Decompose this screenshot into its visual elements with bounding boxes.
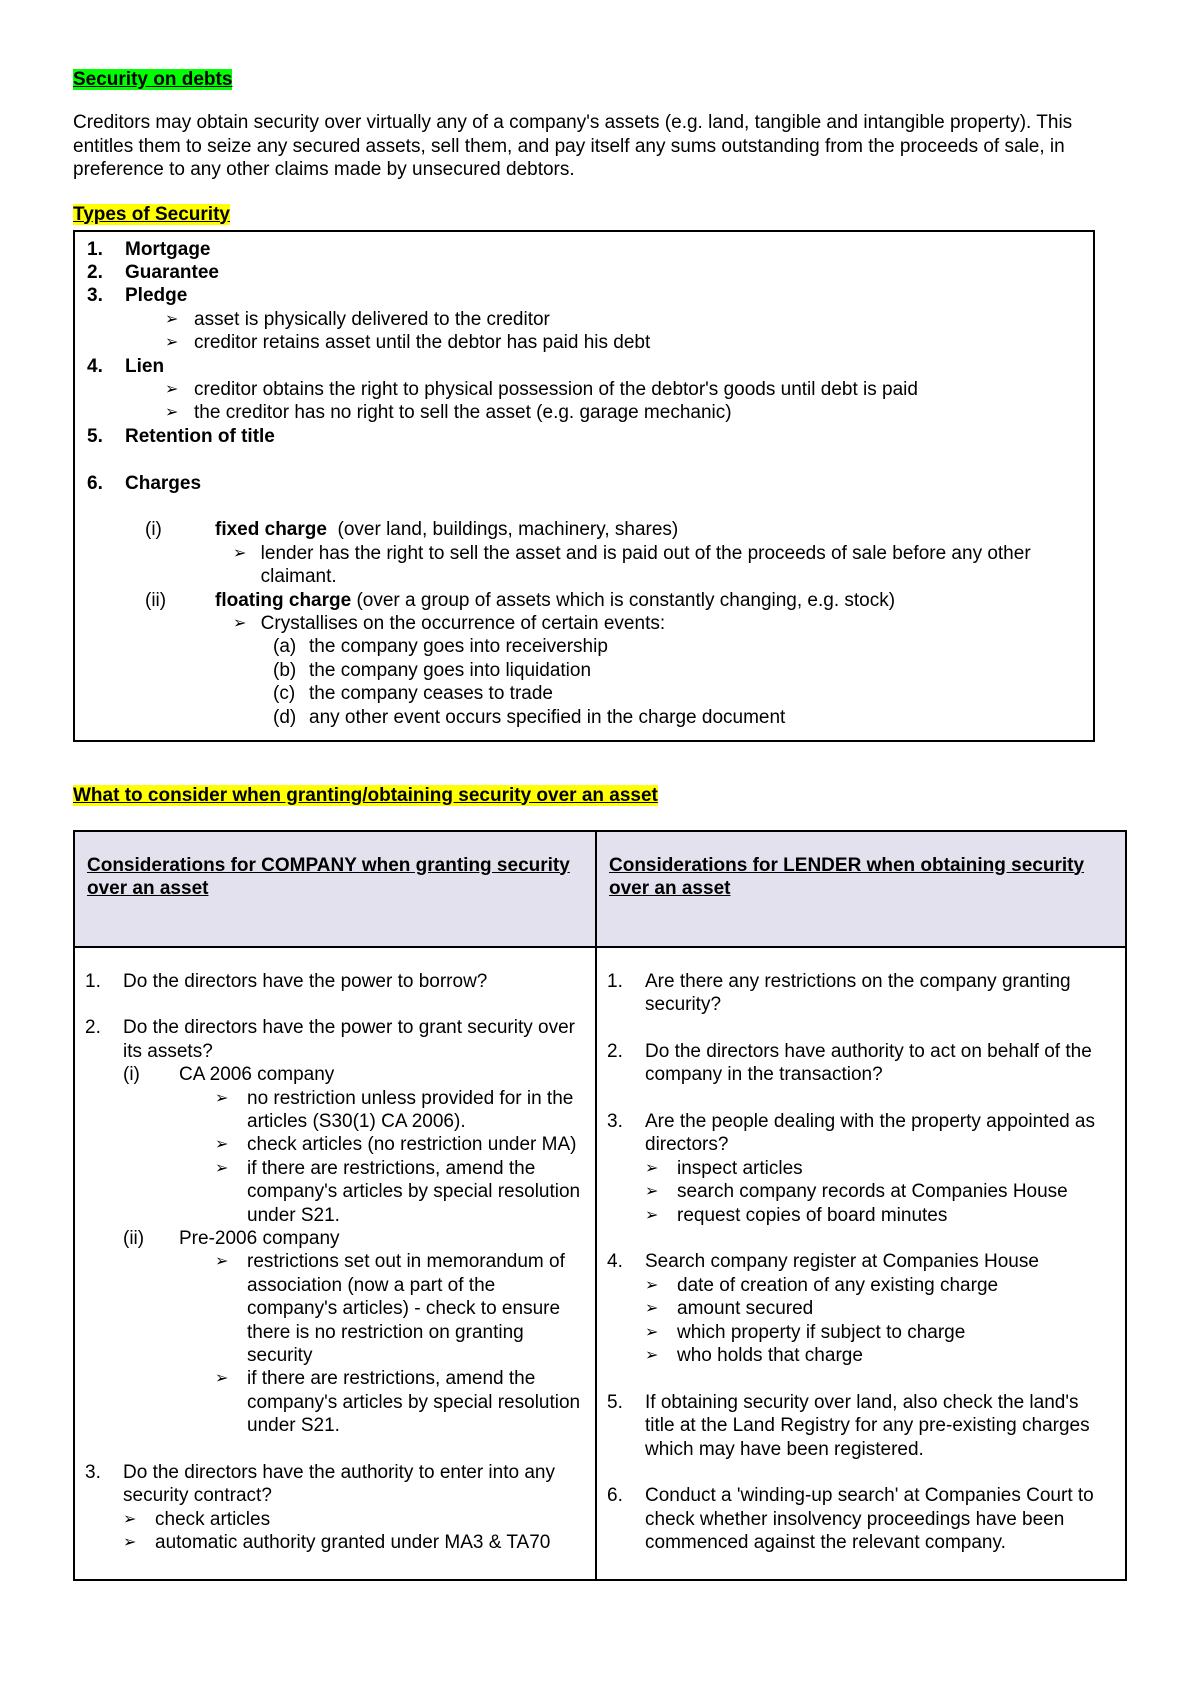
list-bullet: ➢ check articles [123,1508,271,1530]
company-column-header: Considerations for COMPANY when granting security over an asset [74,831,596,947]
arrow-bullet-icon: ➢ [215,1089,229,1107]
list-bullet: ➢ which property if subject to charge [645,1321,966,1343]
list-item: 3. Do the directors have the authority to enter into any security contract? [85,1462,555,1507]
list-bullet: ➢ if there are restrictions, amend the company's articles by special resolution under S21. [215,1368,581,1437]
pledge-bullet: ➢ creditor retains asset until the debtor has paid his debt [165,332,651,354]
arrow-bullet-icon: ➢ [645,1323,659,1341]
lender-column-header: Considerations for LENDER when obtaining security over an asset [596,831,1126,947]
arrow-bullet-icon: ➢ [215,1370,229,1388]
crystallisation-event: (a) the company goes into receivership [273,636,608,658]
arrow-bullet-icon: ➢ [645,1346,659,1364]
arrow-bullet-icon: ➢ [645,1183,659,1201]
arrow-bullet-icon: ➢ [215,1253,229,1271]
list-bullet: ➢ no restriction unless provided for in the articles (S30(1) CA 2006). [215,1087,574,1132]
arrow-bullet-icon: ➢ [645,1206,659,1224]
heading-types-of-security: Types of Security [73,203,230,225]
lender-considerations-cell [596,947,1126,1580]
list-item: 3. Are the people dealing with the property appointed as directors? [607,1110,1095,1156]
types-of-security-box [73,230,1095,742]
list-bullet: ➢ search company records at Companies House [645,1181,1068,1203]
arrow-bullet-icon: ➢ [215,1159,229,1177]
arrow-bullet-icon: ➢ [645,1300,659,1318]
list-item: 1. Are there any restrictions on the company granting security? [607,970,1071,1015]
crystallisation-event: (c) the company ceases to trade [273,683,553,705]
crystallisation-event: (b) the company goes into liquidation [273,659,592,681]
list-bullet: ➢ if there are restrictions, amend the company's articles by special resolution under S21. [215,1157,581,1226]
pledge-bullet: ➢ asset is physically delivered to the creditor [165,308,550,330]
arrow-bullet-icon: ➢ [233,614,247,632]
list-bullet: ➢ check articles (no restriction under MA) [215,1134,577,1156]
list-item: 2. Do the directors have the power to grant security over its assets? [85,1017,576,1062]
arrow-bullet-icon: ➢ [123,1510,137,1528]
list-item: 6. Conduct a 'winding-up search' at Companies Court to check whether insolvency proceedings have been commenced against the relevant company. [607,1485,1094,1554]
type-item-charges: 6. Charges [87,472,202,494]
lien-bullet: ➢ creditor obtains the right to physical possession of the debtor's goods until debt is paid [165,378,918,400]
list-item: 4. Search company register at Companies House [607,1251,1039,1273]
list-bullet: ➢ date of creation of any existing charge [645,1274,999,1296]
type-item-mortgage: 1. Mortgage [87,238,211,260]
table-header-row [74,831,1126,947]
list-bullet: ➢ amount secured [645,1298,814,1320]
document-page [73,68,1123,1581]
fixed-charge-bullet: ➢ lender has the right to sell the asset and is paid out of the proceeds of sale before any other claimant. [233,542,1031,588]
floating-charge-bullet: ➢ Crystallises on the occurrence of certain events: [233,612,666,634]
heading-what-to-consider: What to consider when granting/obtaining security over an asset [73,784,658,806]
table-body-row [74,947,1126,1580]
list-bullet: ➢ restrictions set out in memorandum of association (now a part of the company's articles) - check to ensure there is no restriction on granting security [215,1251,565,1366]
list-bullet: ➢ automatic authority granted under MA3 & TA70 [123,1532,551,1554]
intro-paragraph: Creditors may obtain security over virtually any of a company's assets (e.g. land, tangible and intangible property). This entitles them to seize any secured assets, sell them, and pay itself any sums outstanding from the proceeds of sale, in preference to any other claims made by unsecured debtors. [73,112,1073,180]
type-item-lien: 4. Lien [87,355,165,377]
arrow-bullet-icon: ➢ [233,544,247,562]
type-item-pledge: 3. Pledge [87,285,188,307]
arrow-bullet-icon: ➢ [165,334,179,352]
heading-security-on-debts: Security on debts [73,69,233,90]
list-item: 2. Do the directors have authority to act on behalf of the company in the transaction? [607,1040,1092,1086]
list-bullet: ➢ request copies of board minutes [645,1204,948,1226]
type-item-retention: 5. Retention of title [87,425,275,447]
list-subitem: (i) CA 2006 company [123,1064,335,1086]
list-item: 1. Do the directors have the power to borrow? [85,970,488,992]
arrow-bullet-icon: ➢ [215,1136,229,1154]
arrow-bullet-icon: ➢ [165,404,179,422]
considerations-table [73,830,1127,1581]
list-item: 5. If obtaining security over land, also check the land's title at the Land Registry for any pre-existing charges which may have been registered. [607,1391,1090,1460]
list-subitem: (ii) Pre-2006 company [123,1227,340,1249]
type-item-guarantee: 2. Guarantee [87,261,219,283]
list-bullet: ➢ who holds that charge [645,1344,863,1366]
lien-bullet: ➢ the creditor has no right to sell the asset (e.g. garage mechanic) [165,402,732,424]
arrow-bullet-icon: ➢ [165,380,179,398]
arrow-bullet-icon: ➢ [645,1159,659,1177]
arrow-bullet-icon: ➢ [645,1276,659,1294]
company-considerations-cell [74,947,596,1580]
charge-floating: (ii) floating charge (over a group of assets which is constantly changing, e.g. stock) [145,589,896,611]
arrow-bullet-icon: ➢ [165,310,179,328]
crystallisation-event: (d) any other event occurs specified in the charge document [273,706,786,728]
charge-fixed: (i) fixed charge (over land, buildings, machinery, shares) [145,519,679,541]
arrow-bullet-icon: ➢ [123,1534,137,1552]
list-bullet: ➢ inspect articles [645,1157,803,1179]
